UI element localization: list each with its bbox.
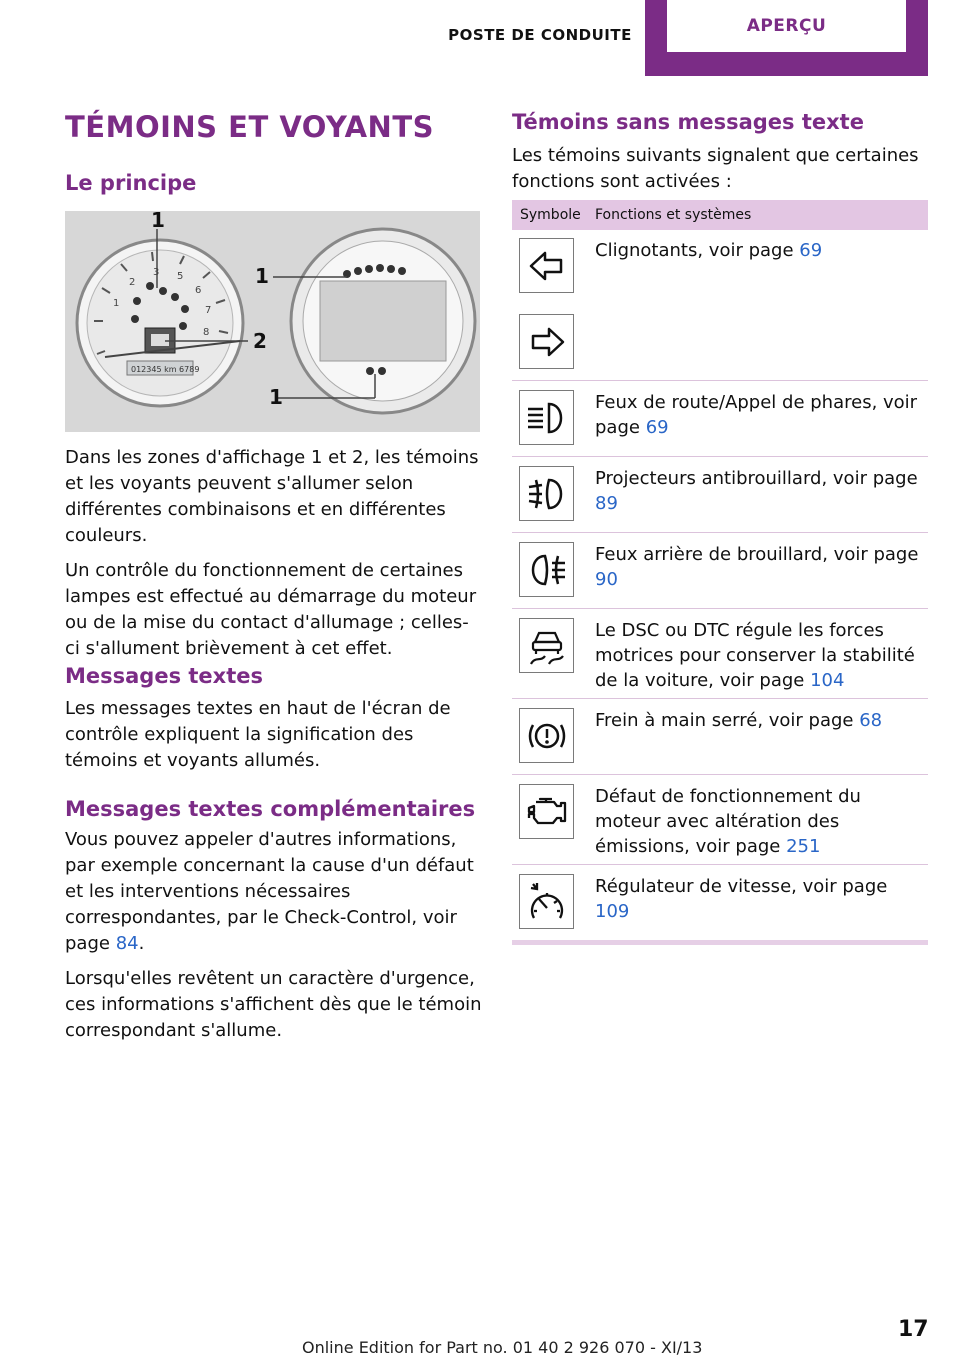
svg-text:5: 5 — [177, 271, 184, 282]
dsc-icon — [519, 618, 574, 673]
page-link-90[interactable]: 90 — [595, 569, 618, 590]
principle-paragraph-2: Un contrôle du fonctionnement de certaines lampes est effectué au démarrage du moteur ou de la mise du contact d'allumage ; celles-ci s'allument brièvement à cet effet. — [65, 560, 477, 659]
svg-text:7: 7 — [205, 305, 212, 316]
callout-label-1-bottom: 1 — [269, 385, 283, 409]
row-divider — [512, 774, 928, 775]
svg-text:012345 km 6789: 012345 km 6789 — [131, 365, 200, 374]
row-text-rear-fog: Feux arrière de brouillard, voir page — [595, 544, 919, 565]
text-messages-paragraph: Les messages textes en haut de l'écran de contrôle expliquent la signification des témoins et voyants allumés. — [65, 698, 451, 771]
chapter-label: POSTE DE CONDUITE — [448, 26, 632, 44]
rear-fog-light-icon — [519, 542, 574, 597]
front-fog-light-icon — [519, 466, 574, 521]
column-header-functions: Fonctions et systèmes — [595, 207, 752, 223]
page-link-251[interactable]: 251 — [786, 836, 821, 857]
complementary-paragraph-1: Vous pouvez appeler d'autres informations, par exemple concernant la cause d'un défaut et les interventions nécessaires correspondantes, par le Check-Control, voir page — [65, 829, 474, 954]
table-row — [595, 618, 925, 693]
svg-text:3: 3 — [153, 267, 160, 278]
svg-text:2: 2 — [129, 277, 136, 288]
page-title: TÉMOINS ET VOYANTS — [65, 110, 434, 144]
edition-footer: Online Edition for Part no. 01 40 2 926 070 - XI/13 — [302, 1338, 703, 1357]
section-tab[interactable] — [645, 0, 928, 76]
row-divider — [512, 380, 928, 381]
table-row — [595, 784, 925, 859]
principle-text — [65, 445, 483, 662]
page-number: 17 — [898, 1317, 929, 1342]
indicators-table-title: Témoins sans messages texte — [512, 110, 864, 134]
turn-left-icon — [519, 238, 574, 293]
page-link-69[interactable]: 69 — [645, 417, 669, 438]
row-text-turn-signals: Clignotants, voir page — [595, 240, 800, 261]
row-divider — [512, 608, 928, 609]
row-divider — [512, 864, 928, 865]
callout-label-1-top: 1 — [151, 211, 165, 232]
row-text-cruise: Régulateur de vitesse, voir page — [595, 876, 888, 897]
table-row — [595, 708, 925, 733]
table-bottom-rule — [512, 940, 928, 945]
row-divider — [512, 698, 928, 699]
text-messages-heading: Messages textes — [65, 664, 264, 688]
principle-paragraph-1: Dans les zones d'affichage 1 et 2, les témoins et les voyants peuvent s'allumer selon différentes combinaisons et en différentes couleurs. — [65, 447, 479, 546]
engine-check-icon — [519, 784, 574, 839]
page-link-89[interactable]: 89 — [595, 493, 618, 514]
parking-brake-icon — [519, 708, 574, 763]
row-text-high-beam: Feux de route/Appel de phares, voir page — [595, 392, 918, 438]
complementary-paragraph-1-end: . — [138, 933, 145, 954]
complementary-paragraph-2: Lorsqu'elles revêtent un caractère d'urgence, ces informations s'affichent dès que le témoin correspondant s'allume. — [65, 968, 482, 1041]
svg-text:8: 8 — [203, 327, 210, 338]
table-row — [595, 238, 925, 263]
column-header-symbol: Symbole — [520, 207, 581, 223]
complementary-heading: Messages textes complémentaires — [65, 797, 476, 821]
table-row — [595, 874, 925, 924]
row-text-dsc: Le DSC ou DTC régule les forces motrices pour conserver la stabilité de la voiture, voir page — [595, 620, 915, 691]
callout-label-1-right: 1 — [255, 264, 269, 288]
row-divider — [512, 456, 928, 457]
page-link-69[interactable]: 69 — [799, 240, 823, 261]
cruise-control-icon — [519, 874, 574, 929]
instrument-cluster-figure — [65, 211, 480, 432]
turn-right-icon — [519, 314, 574, 369]
page-link-68[interactable]: 68 — [859, 710, 883, 731]
indicators-intro: Les témoins suivants signalent que certaines fonctions sont activées : — [512, 145, 919, 192]
svg-text:1: 1 — [113, 298, 120, 309]
row-text-front-fog: Projecteurs antibrouillard, voir page — [595, 468, 918, 489]
complementary-text — [65, 827, 483, 1044]
page-link-104[interactable]: 104 — [810, 670, 845, 691]
page-link-109[interactable]: 109 — [595, 901, 630, 922]
table-row — [595, 542, 925, 592]
row-text-engine: Défaut de fonctionnement du moteur avec altération des émissions, voir page — [595, 786, 861, 857]
page-link-84[interactable]: 84 — [115, 933, 139, 954]
table-header — [512, 200, 928, 230]
principle-heading: Le principe — [65, 171, 197, 195]
section-tab-label: APERÇU — [667, 0, 906, 52]
row-text-parking-brake: Frein à main serré, voir page — [595, 710, 860, 731]
row-divider — [512, 532, 928, 533]
high-beam-icon — [519, 390, 574, 445]
table-row — [595, 390, 925, 440]
table-row — [595, 466, 925, 516]
callout-label-2: 2 — [253, 329, 267, 353]
svg-text:6: 6 — [195, 285, 202, 296]
